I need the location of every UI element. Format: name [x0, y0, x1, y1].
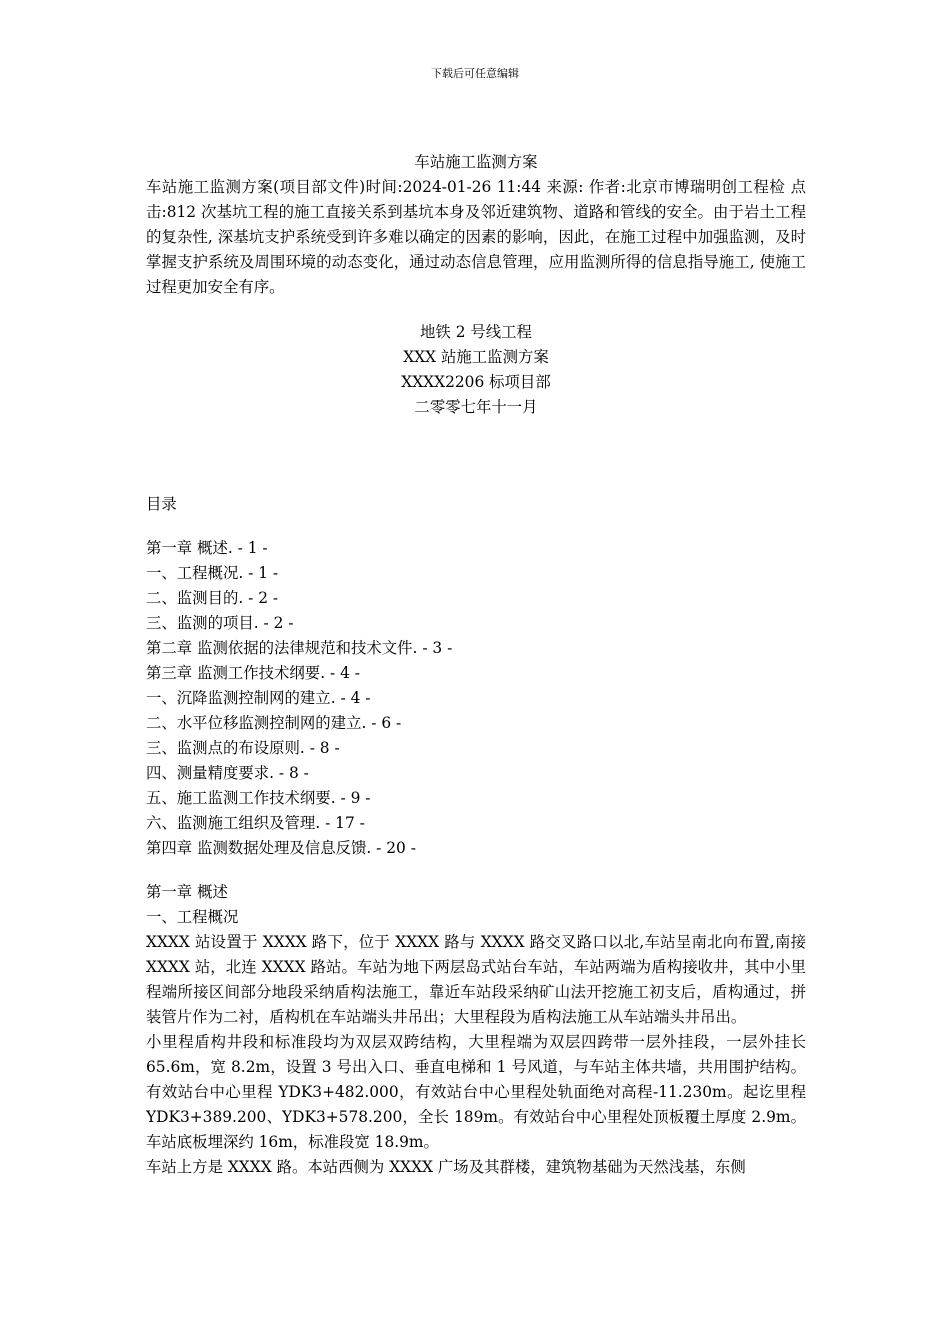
cover-date: 二零零七年十一月: [414, 398, 538, 416]
toc-item[interactable]: 一、沉降监测控制网的建立. - 4 -: [146, 689, 371, 707]
toc-heading: 目录: [146, 495, 177, 513]
cover-plan-title: XXX 站施工监测方案: [403, 348, 549, 366]
header-note: 下载后可任意编辑: [431, 67, 519, 80]
toc-item[interactable]: 第二章 监测依据的法律规范和技术文件. - 3 -: [146, 639, 453, 657]
toc-item[interactable]: 六、监测施工组织及管理. - 17 -: [146, 814, 365, 832]
body-paragraph: XXXX 站设置于 XXXX 路下，位于 XXXX 路与 XXXX 路交叉路口以北,车站呈南北向布置,南接 XXXX 站，北连 XXXX 路站。车站为地下两层岛式站台车站，车站两端为盾构接收井，其中小里程端所接区间部分地段采纳盾构法施工，靠近车站段采纳矿山法开挖施工初支后，盾构通过，拼装管片作为二衬，盾构机在车站端头井吊出；大里程段为盾构法施工从车站端头井吊出。: [146, 933, 806, 1026]
intro-paragraph: 车站施工监测方案(项目部文件)时间:2024-01-26 11:44 来源: 作者:北京市博瑞明创工程检 点击:812 次基坑工程的施工直接关系到基坑本身及邻近建筑物、道路和管线的安全。由于岩土工程的复杂性, 深基坑支护系统受到许多难以确定的因素的影响，因此，在施工过程中加强监测，及时掌握支护系统及周围环境的动态变化，通过动态信息管理，应用监测所得的信息指导施工, 使施工过程更加安全有序。: [146, 178, 806, 296]
spacer: [146, 861, 806, 880]
toc-item[interactable]: 四、测量精度要求. - 8 -: [146, 764, 309, 782]
cover-department: XXXX2206 标项目部: [401, 373, 551, 391]
body-paragraph: 小里程盾构井段和标准段均为双层双跨结构，大里程端为双层四跨带一层外挂段，一层外挂长 65.6m，宽 8.2m，设置 3 号出入口、垂直电梯和 1 号风道，与车站主体共墙，共用围护结构。有效站台中心里程 YDK3+482.000，有效站台中心里程处轨面绝对高程-11.230m。起讫里程 YDK3+389.200、YDK3+578.200，全长 189m。有效站台中心里程处顶板覆土厚度 2.9m。车站底板埋深约 16m，标准段宽 18.9m。: [146, 1033, 806, 1151]
table-of-contents: [146, 536, 806, 861]
chapter-heading: 第一章 概述: [146, 883, 228, 901]
toc-item[interactable]: 五、施工监测工作技术纲要. - 9 -: [146, 789, 371, 807]
spacer: [146, 420, 806, 492]
toc-item[interactable]: 三、监测的项目. - 2 -: [146, 614, 294, 632]
document-title: 车站施工监测方案: [414, 153, 538, 171]
toc-item[interactable]: 第四章 监测数据处理及信息反馈. - 20 -: [146, 839, 416, 857]
toc-item[interactable]: 第一章 概述. - 1 -: [146, 539, 268, 557]
section-heading: 一、工程概况: [146, 908, 239, 926]
spacer: [146, 517, 806, 536]
cover-block: [146, 320, 806, 420]
toc-item[interactable]: 二、水平位移监测控制网的建立. - 6 -: [146, 714, 402, 732]
toc-item[interactable]: 第三章 监测工作技术纲要. - 4 -: [146, 664, 360, 682]
body-paragraph: 车站上方是 XXXX 路。本站西侧为 XXXX 广场及其群楼，建筑物基础为天然浅基，东侧: [146, 1158, 746, 1176]
toc-item[interactable]: 一、工程概况. - 1 -: [146, 564, 279, 582]
toc-item[interactable]: 二、监测目的. - 2 -: [146, 589, 279, 607]
spacer: [146, 300, 806, 320]
toc-item[interactable]: 三、监测点的布设原则. - 8 -: [146, 739, 340, 757]
cover-project: 地铁 2 号线工程: [420, 323, 532, 341]
document-body: [146, 150, 806, 1180]
